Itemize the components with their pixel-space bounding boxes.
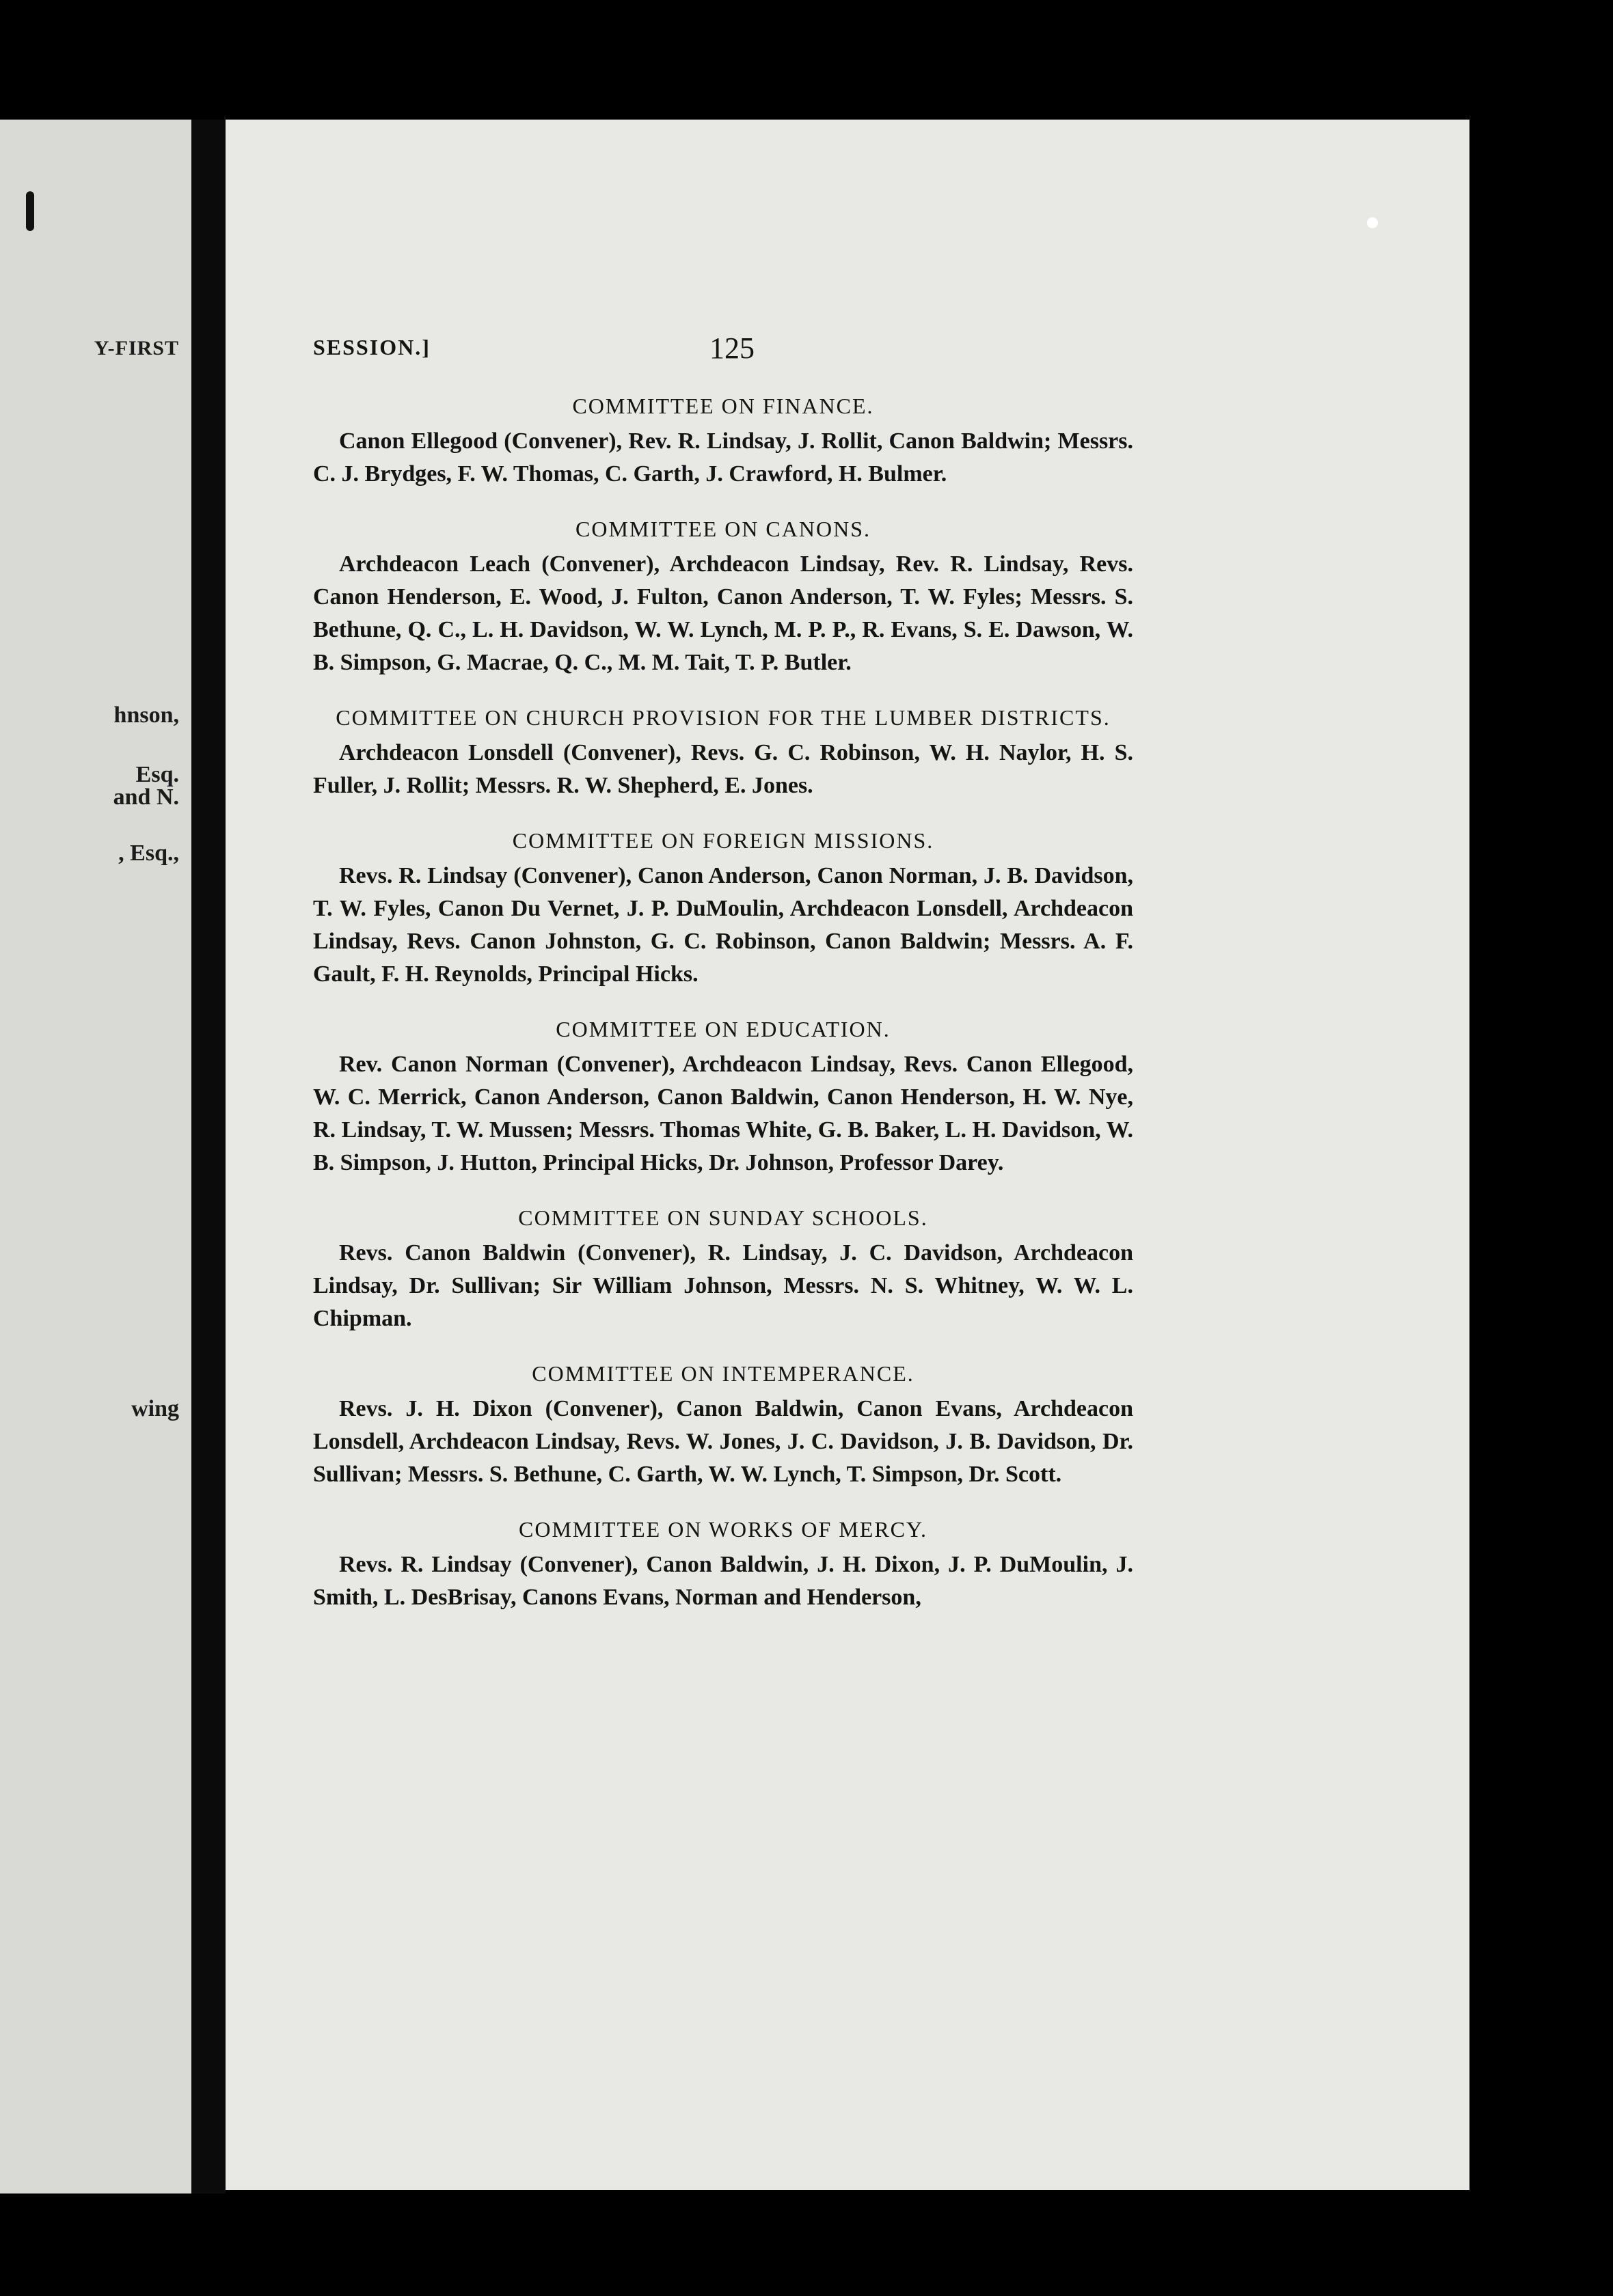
facing-page-header-fragment: Y-FIRST (94, 337, 179, 359)
facing-page-text-fragment: and N. (113, 784, 179, 810)
ink-mark (26, 191, 34, 231)
committee-education (313, 1013, 1133, 1179)
committee-members: Rev. Canon Norman (Convener), Archdeacon Lindsay, Revs. Canon Ellegood, W. C. Merrick, Canon Anderson, Canon Baldwin, Canon Henderson, H. W. Nye, R. Lindsay, T. W. Mussen; Messrs. Thomas White, G. B. Baker, L. H. Davidson, W. B. Simpson, J. Hutton, Principal Hicks, Dr. Johnson, Professor Darey. (313, 1052, 1133, 1175)
committee-foreign-missions (313, 824, 1133, 991)
committee-members: Revs. Canon Baldwin (Convener), R. Lindsay, J. C. Davidson, Archdeacon Lindsay, Dr. Sullivan; Sir William Johnson, Messrs. N. S. Whitney, W. W. L. Chipman. (313, 1240, 1133, 1331)
committee-title: COMMITTEE ON EDUCATION. (556, 1017, 891, 1041)
committee-title: COMMITTEE ON CHURCH PROVISION FOR THE LUMBER DISTRICTS. (336, 705, 1111, 730)
committee-members: Revs. R. Lindsay (Convener), Canon Baldwin, J. H. Dixon, J. P. DuMoulin, J. Smith, L. DesBrisay, Canons Evans, Norman and Henderson, (313, 1552, 1133, 1610)
page-header (313, 331, 1372, 369)
committee-title: COMMITTEE ON INTEMPERANCE. (532, 1361, 914, 1386)
committee-title: COMMITTEE ON FOREIGN MISSIONS. (512, 828, 934, 853)
committee-title: COMMITTEE ON CANONS. (575, 517, 871, 541)
committee-works-of-mercy (313, 1513, 1133, 1614)
facing-page-text-fragment: wing (131, 1396, 179, 1421)
committee-canons (313, 512, 1133, 679)
committee-church-provision (313, 701, 1133, 802)
committee-members: Canon Ellegood (Convener), Rev. R. Lindsay, J. Rollit, Canon Baldwin; Messrs. C. J. Brydges, F. W. Thomas, C. Garth, J. Crawford, H. Bulmer. (313, 428, 1133, 487)
facing-page-text-fragment: Esq. (135, 762, 179, 787)
facing-page-text-fragment: hnson, (113, 702, 179, 728)
book-gutter (191, 120, 226, 2194)
committee-finance (313, 390, 1133, 491)
committee-members: Archdeacon Lonsdell (Convener), Revs. G. C. Robinson, W. H. Naylor, H. S. Fuller, J. Rollit; Messrs. R. W. Shepherd, E. Jones. (313, 740, 1133, 798)
committee-title: COMMITTEE ON WORKS OF MERCY. (519, 1517, 927, 1542)
committee-intemperance (313, 1357, 1133, 1491)
facing-page-fragment (0, 120, 191, 2194)
committee-title: COMMITTEE ON SUNDAY SCHOOLS. (518, 1205, 928, 1230)
running-head: SESSION.] (313, 335, 431, 359)
committee-members: Archdeacon Leach (Convener), Archdeacon Lindsay, Rev. R. Lindsay, Revs. Canon Henderson, E. Wood, J. Fulton, Canon Anderson, T. W. Fyles; Messrs. S. Bethune, Q. C., L. H. Davidson, W. W. Lynch, M. P. P., R. Evans, S. E. Dawson, W. B. Simpson, G. Macrae, Q. C., M. M. Tait, T. P. Butler. (313, 551, 1133, 675)
film-speck (1367, 217, 1378, 228)
committee-sunday-schools (313, 1201, 1133, 1335)
committee-title: COMMITTEE ON FINANCE. (572, 394, 874, 418)
committee-list (313, 390, 1133, 1636)
document-page (226, 120, 1469, 2190)
committee-members: Revs. R. Lindsay (Convener), Canon Anderson, Canon Norman, J. B. Davidson, T. W. Fyles, Canon Du Vernet, J. P. DuMoulin, Archdeacon Lonsdell, Archdeacon Lindsay, Revs. Canon Johnston, G. C. Robinson, Canon Baldwin; Messrs. A. F. Gault, F. H. Reynolds, Principal Hicks. (313, 863, 1133, 987)
facing-page-text-fragment: , Esq., (118, 840, 179, 866)
page-number: 125 (709, 331, 755, 365)
committee-members: Revs. J. H. Dixon (Convener), Canon Baldwin, Canon Evans, Archdeacon Lonsdell, Archdeacon Lindsay, Revs. W. Jones, J. C. Davidson, J. B. Davidson, Dr. Sullivan; Messrs. S. Bethune, C. Garth, W. W. Lynch, T. Simpson, Dr. Scott. (313, 1396, 1133, 1487)
